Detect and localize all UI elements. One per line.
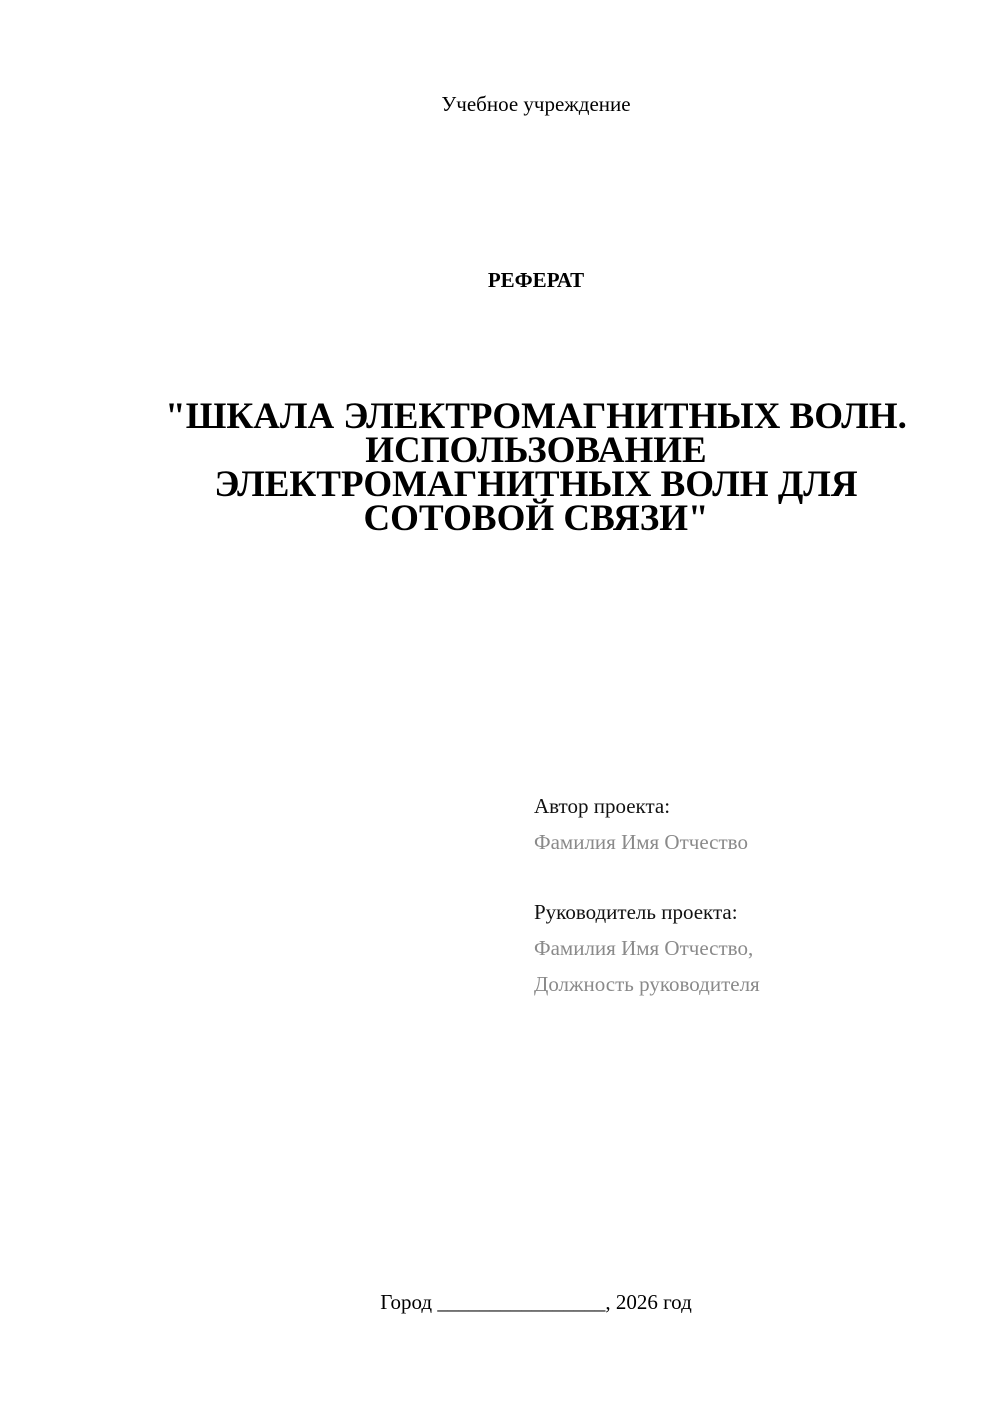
- document-type: РЕФЕРАТ: [487, 268, 585, 292]
- supervisor-name: Фамилия Имя Отчество,: [534, 936, 754, 960]
- city-year-footer: Город ________________, 2026 год: [380, 1290, 692, 1314]
- spacer: [534, 860, 974, 894]
- supervisor-label: Руководитель проекта:: [534, 900, 738, 924]
- title-line: СОТОВОЙ СВЯЗИ": [363, 498, 709, 539]
- credits-block: [534, 788, 974, 1002]
- document-title: [150, 396, 922, 539]
- title-line: "ШКАЛА ЭЛЕКТРОМАГНИТНЫХ ВОЛН.: [165, 396, 907, 437]
- institution-name: Учебное учреждение: [441, 92, 631, 116]
- supervisor-position: Должность руководителя: [534, 972, 760, 996]
- title-line: ИСПОЛЬЗОВАНИЕ: [365, 430, 707, 471]
- author-label: Автор проекта:: [534, 794, 671, 818]
- title-line: ЭЛЕКТРОМАГНИТНЫХ ВОЛН ДЛЯ: [214, 464, 858, 505]
- author-name: Фамилия Имя Отчество: [534, 830, 748, 854]
